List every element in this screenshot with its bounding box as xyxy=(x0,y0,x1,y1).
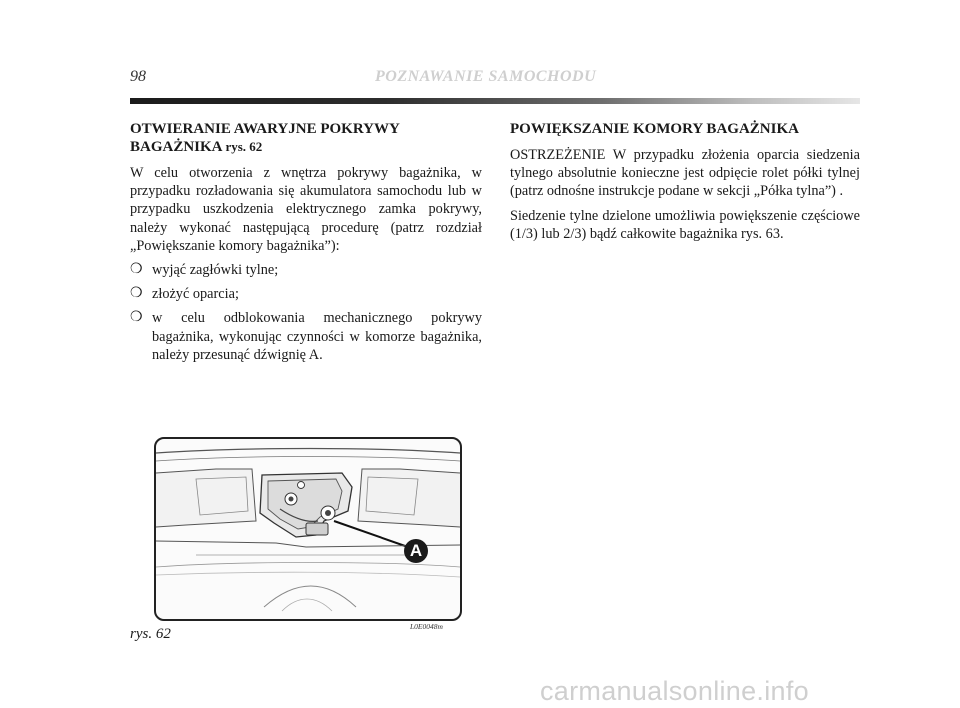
list-item-text: w celu odblokowania mechanicznego pokrywy bagażnika, wykonując czynności w komorze bagażnika, należy przesunąć dźwignię A. xyxy=(152,310,482,363)
list-item xyxy=(130,309,482,364)
list-item xyxy=(130,261,482,279)
callout-label: A xyxy=(409,541,423,560)
section-heading-emergency-opening xyxy=(130,120,482,156)
list-item-text: wyjąć zagłówki tylne; xyxy=(152,262,279,279)
figure-caption: rys. 62 xyxy=(130,626,171,642)
section-heading-enlarging-boot: POWIĘKSZANIE KOMORY BAGAŻNIKA xyxy=(510,121,799,137)
list-item xyxy=(130,285,482,303)
running-header: POZNAWANIE SAMOCHODU xyxy=(375,68,597,85)
watermark: carmanualsonline.info xyxy=(540,676,809,706)
body-paragraph: Siedzenie tylne dzielone umożliwia powiększenie częściowe (1/3) lub 2/3) bądź całkowite bagażnika rys. 63. xyxy=(510,207,860,242)
figure-code: L0E0048m xyxy=(410,622,443,631)
figure-illustration xyxy=(154,437,462,621)
bullet-icon: ❍ xyxy=(130,310,143,326)
header-rule xyxy=(130,98,860,104)
bullet-icon: ❍ xyxy=(130,262,143,278)
right-column xyxy=(510,120,860,249)
page-number: 98 xyxy=(130,68,146,85)
heading-text: OTWIERANIE AWARYJNE POKRYWY BAGAŻNIKA xyxy=(130,121,400,155)
trunk-lock-illustration xyxy=(156,439,460,619)
heading-figure-ref: rys. 62 xyxy=(225,139,263,154)
intro-paragraph: W celu otworzenia z wnętrza pokrywy bagażnika, w przypadku rozładowania się akumulatora samochodu lub w przypadku uszkodzenia elektrycznego zamka pokrywy, należy wykonać następującą procedurę (patrz rozdział „Powiększanie komory bagażnika”): xyxy=(130,165,482,254)
procedure-list xyxy=(130,261,482,364)
warning-paragraph: OSTRZEŻENIE W przypadku złożenia oparcia siedzenia tylnego absolutnie konieczne jest odpięcie rolet półki tylnej (patrz odnośne instrukcje podane w sekcji „Półka tylna”) . xyxy=(510,147,860,200)
left-column xyxy=(130,120,482,370)
bullet-icon: ❍ xyxy=(130,286,143,302)
list-item-text: złożyć oparcia; xyxy=(152,286,239,303)
callout-a-icon xyxy=(404,539,428,563)
